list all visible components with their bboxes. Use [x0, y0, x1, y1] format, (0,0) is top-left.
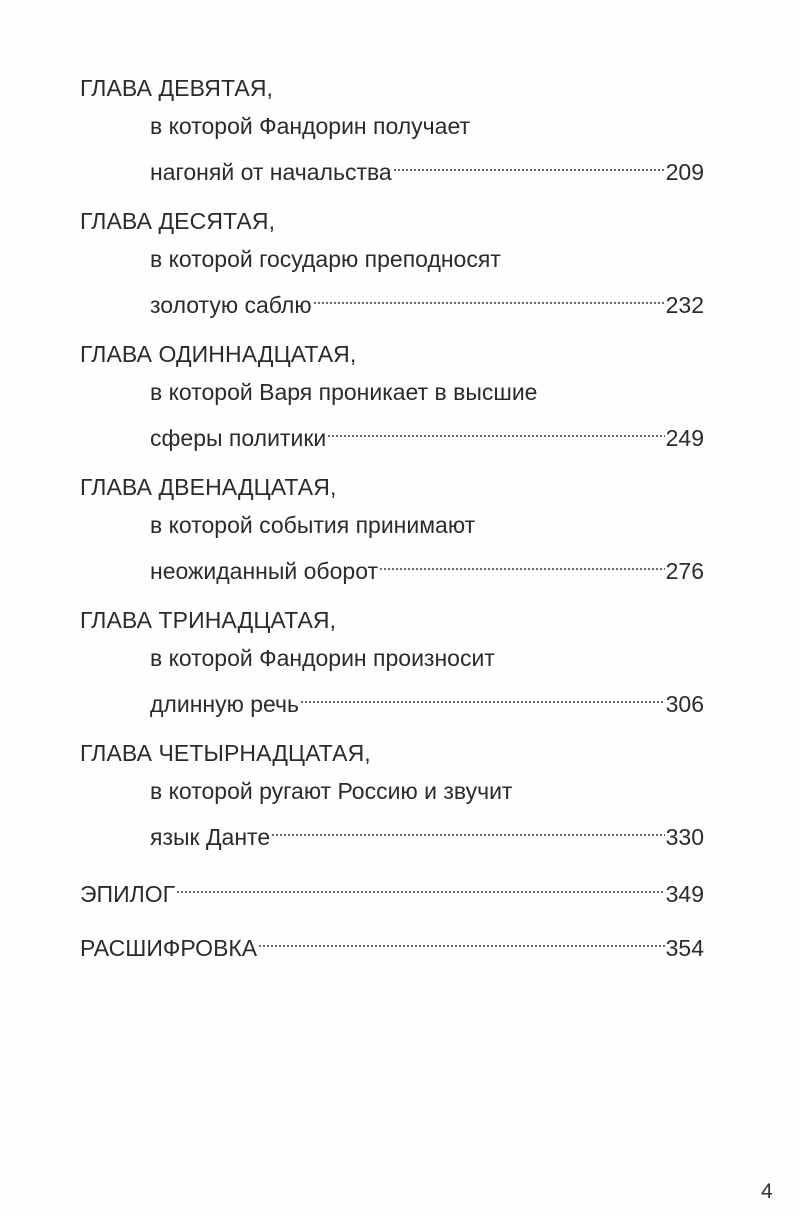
chapter-title: ГЛАВА ДЕСЯТАЯ,	[80, 208, 276, 234]
page-reference: 306	[665, 691, 704, 717]
chapter-leader-line	[150, 410, 704, 451]
toc-entry-chapter-14	[80, 733, 704, 850]
dot-leader	[327, 410, 664, 446]
chapter-subtitle-line: в которой государю преподносят	[150, 246, 501, 272]
chapter-subtitle-line: язык Данте	[150, 824, 271, 850]
chapter-subtitle-line: неожиданный оборот	[150, 558, 379, 584]
chapter-subtitle-line: в которой события принимают	[150, 512, 476, 538]
chapter-leader-line	[150, 277, 704, 318]
page-reference: 232	[665, 292, 704, 318]
toc-entry-chapter-13	[80, 600, 704, 717]
chapter-subtitle-line: в которой Фандорин произносит	[150, 645, 495, 671]
dot-leader	[379, 543, 665, 579]
chapter-subtitle-line: сферы политики	[150, 425, 327, 451]
chapter-title: ГЛАВА ДЕВЯТАЯ,	[80, 75, 274, 101]
chapter-subtitle-line: золотую саблю	[150, 292, 312, 318]
page-reference: 249	[665, 425, 704, 451]
chapter-title: ГЛАВА ТРИНАДЦАТАЯ,	[80, 607, 337, 633]
chapter-title: ГЛАВА ЧЕТЫРНАДЦАТАЯ,	[80, 740, 371, 766]
dot-leader	[300, 676, 665, 712]
page-reference: 349	[665, 881, 704, 907]
chapter-title: ГЛАВА ДВЕНАДЦАТАЯ,	[80, 474, 337, 500]
section-title: ЭПИЛОГ	[80, 881, 176, 907]
dot-leader	[271, 809, 665, 845]
chapter-leader-line	[150, 144, 704, 185]
toc-entry-chapter-11	[80, 334, 704, 451]
chapter-subtitle-line: длинную речь	[150, 691, 300, 717]
chapter-leader-line	[150, 676, 704, 717]
dot-leader	[393, 144, 665, 180]
chapter-subtitle-line: нагоняй от начальства	[150, 159, 392, 185]
chapter-subtitle-line: в которой Варя проникает в высшие	[150, 379, 538, 405]
toc-entry-decoding	[80, 920, 704, 961]
dot-leader	[313, 277, 665, 313]
page-reference: 354	[665, 935, 704, 961]
dot-leader	[258, 920, 664, 956]
chapter-subtitle-line: в которой Фандорин получает	[150, 113, 471, 139]
dot-leader	[176, 866, 665, 902]
section-title: РАСШИФРОВКА	[80, 935, 258, 961]
page-number: 4	[761, 1180, 773, 1203]
toc-entry-chapter-9	[80, 68, 704, 185]
chapter-subtitle-line: в которой ругают Россию и звучит	[150, 778, 513, 804]
chapter-leader-line	[150, 809, 704, 850]
page-reference: 209	[665, 159, 704, 185]
page-reference: 330	[665, 824, 704, 850]
toc-entry-epilogue	[80, 866, 704, 907]
toc-entry-chapter-10	[80, 201, 704, 318]
chapter-leader-line	[150, 543, 704, 584]
chapter-title: ГЛАВА ОДИННАДЦАТАЯ,	[80, 341, 357, 367]
page-reference: 276	[665, 558, 704, 584]
toc-entry-chapter-12	[80, 467, 704, 584]
table-of-contents	[80, 68, 704, 974]
